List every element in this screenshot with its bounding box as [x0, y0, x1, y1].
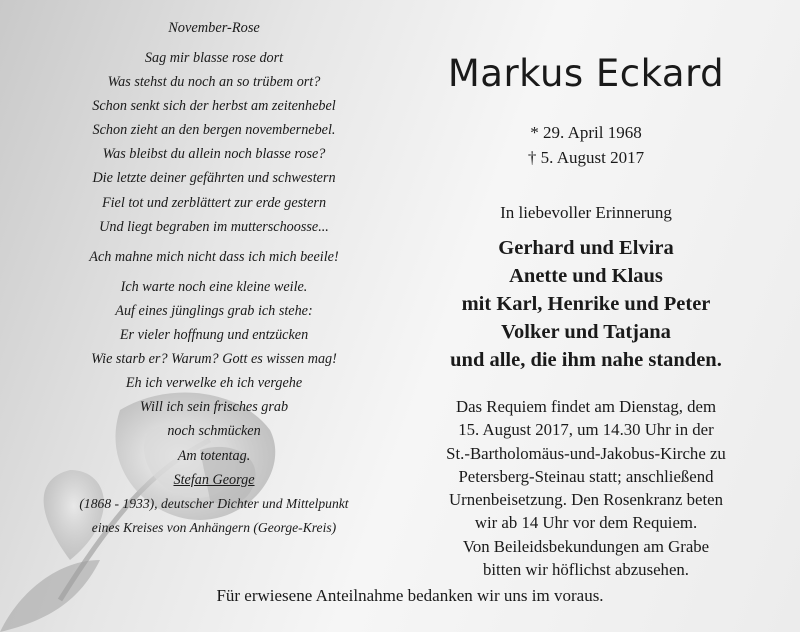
info-line: St.-Bartholomäus-und-Jakobus-Kirche zu [446, 443, 726, 463]
poem-line: Was stehst du noch an so trübem ort? [107, 74, 321, 91]
mourner-line: mit Karl, Henrike und Peter [461, 293, 711, 315]
mourner-line: und alle, die ihm nahe standen. [450, 349, 722, 371]
poem-line: Er vieler hoffnung und entzücken [119, 327, 309, 344]
poem-line: Sag mir blasse rose dort [144, 50, 284, 66]
poem-line: noch schmücken [167, 423, 261, 440]
poem-line: Auf eines jünglings grab ich stehe: [115, 302, 313, 319]
life-dates [412, 120, 760, 170]
info-line: Von Beileidsbekundungen am Grabe [462, 536, 710, 556]
info-line: wir ab 14 Uhr vor dem Requiem. [474, 513, 698, 533]
info-line: Petersberg-Steinau statt; anschließend [458, 466, 714, 486]
mourner-line: Volker und Tatjana [501, 321, 671, 343]
poem-title: November-Rose [168, 20, 260, 36]
deceased-name: Markus Eckard [447, 52, 725, 95]
poem-line: Schon zieht an den bergen novembernebel. [92, 122, 336, 139]
poem-line: Die letzte deiner gefährten und schwestern [92, 170, 336, 187]
poem-author: Stefan George [173, 471, 255, 488]
info-line: bitten wir höflichst abzusehen. [483, 560, 689, 580]
poem-stanza-3 [20, 275, 408, 468]
author-info-line: eines Kreises von Anhängern (George-Kreis) [91, 519, 337, 535]
poem-line: Was bleibst du allein noch blasse rose? [102, 146, 326, 163]
mourners-list [412, 234, 760, 374]
mourner-line: Gerhard und Elvira [498, 237, 674, 259]
poem-line: Fiel tot und zerblättert zur erde gestern [101, 194, 327, 211]
mourner-line: Anette und Klaus [509, 265, 663, 287]
info-line: Das Requiem findet am Dienstag, dem [455, 397, 717, 416]
info-line: Urnenbeisetzung. Den Rosenkranz beten [449, 490, 723, 510]
poem-line: Und liegt begraben im mutterschoosse... [99, 218, 329, 235]
poem-stanza-1 [20, 46, 408, 239]
thanks-line: Für erwiesene Anteilnahme bedanken wir uns im voraus. [216, 586, 604, 605]
poem-line: Ich warte noch eine kleine weile. [120, 278, 308, 295]
poem-block [20, 20, 408, 540]
poem-line: Am totentag. [177, 447, 251, 464]
remembrance-heading: In liebevoller Erinnerung [500, 203, 672, 222]
poem-line: Eh ich verwelke eh ich vergehe [125, 375, 303, 392]
poem-line: Wie starb er? Warum? Gott es wissen mag! [91, 351, 337, 368]
info-line: 15. August 2017, um 14.30 Uhr in der [458, 420, 714, 440]
death-date: † 5. August 2017 [527, 148, 645, 167]
author-info-line: (1868 - 1933), deutscher Dichter und Mittelpunkt [79, 495, 349, 511]
birth-date: * 29. April 1968 [530, 123, 642, 142]
poem-line: Will ich sein frisches grab [139, 399, 289, 416]
service-info [412, 395, 760, 581]
poem-line: Ach mahne mich nicht dass ich mich beeile! [89, 248, 339, 265]
poem-line: Schon senkt sich der herbst am zeitenhebel [92, 98, 336, 115]
